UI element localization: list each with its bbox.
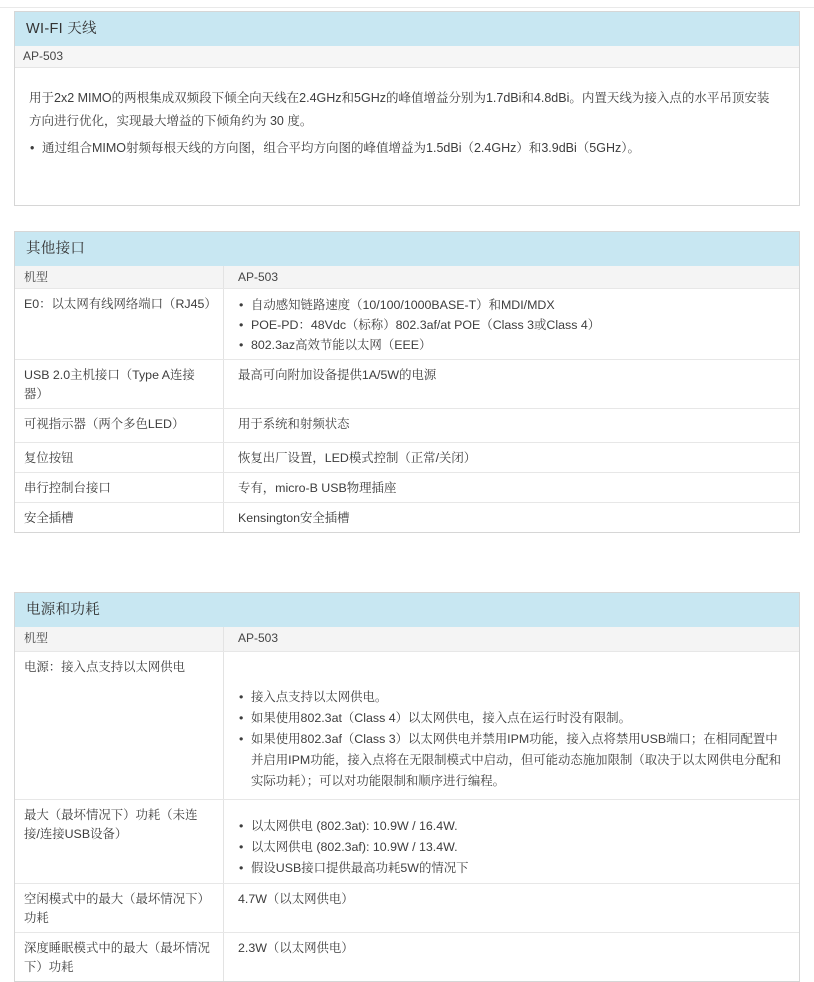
- spec-label: USB 2.0主机接口（Type A连接器）: [15, 360, 224, 408]
- col-header-model: 机型: [15, 627, 224, 651]
- spec-label: 空闲模式中的最大（最坏情况下）功耗: [15, 884, 224, 932]
- spec-row-ethernet-port: [15, 288, 799, 359]
- spec-label: 复位按钮: [15, 443, 224, 472]
- spec-col-header-row: [15, 627, 799, 651]
- col-header-model-value: AP-503: [238, 270, 279, 284]
- section-power-consumption: [14, 592, 800, 982]
- spec-label: 串行控制台接口: [15, 473, 224, 502]
- section-title-wifi-antenna: WI-FI 天线: [15, 12, 799, 46]
- spec-bullet: • 如果使用802.3at（Class 4）以太网供电，接入点在运行时没有限制。: [238, 708, 785, 729]
- spec-label: 安全插槽: [15, 503, 224, 532]
- spec-document: [14, 11, 800, 982]
- spec-value: 4.7W（以太网供电）: [238, 892, 354, 906]
- spec-row-power-source: [15, 651, 799, 799]
- spec-bullet: • 如果使用802.3af（Class 3）以太网供电并禁用IPM功能，接入点将禁用USB端口；在相同配置中并启用IPM功能，接入点将在无限制模式中启动，但可能动态施加限制（取决于以太网供电分配和实际功耗）；可以对功能限制和顺序进行编程。: [238, 729, 785, 792]
- col-header-model-value: AP-503: [238, 631, 279, 645]
- spec-col-header-row: [15, 266, 799, 288]
- spec-value: [224, 652, 799, 799]
- section-wifi-antenna: [14, 11, 800, 206]
- antenna-bullet: • 通过组合MIMO射频每根天线的方向图，组合平均方向图的峰值增益为1.5dBi（2.4GHz）和3.9dBi（5GHz）。: [29, 137, 773, 160]
- spec-row-idle-power: [15, 883, 799, 932]
- antenna-description: [15, 68, 799, 205]
- col-header-model: 机型: [15, 266, 224, 288]
- spec-bullet: • POE-PD：48Vdc（标称）802.3af/at POE（Class 3或Class 4）: [238, 315, 785, 335]
- spec-value: 恢复出厂设置，LED模式控制（正常/关闭）: [238, 451, 477, 465]
- spec-value: [224, 289, 799, 359]
- spec-label: 最大（最坏情况下）功耗（未连接/连接USB设备）: [15, 800, 224, 883]
- spec-row-usb-port: [15, 359, 799, 408]
- spec-value: 用于系统和射频状态: [238, 417, 350, 431]
- spec-row-max-power: [15, 799, 799, 883]
- section-title-power: 电源和功耗: [15, 593, 799, 627]
- spec-row-reset-button: [15, 442, 799, 472]
- model-strip: AP-503: [15, 46, 799, 68]
- antenna-paragraph: 用于2x2 MIMO的两根集成双频段下倾全向天线在2.4GHz和5GHz的峰值增益分别为1.7dBi和4.8dBi。内置天线为接入点的水平吊顶安装方向进行优化，实现最大增益的下倾角约为 30 度。: [29, 91, 770, 128]
- spec-label: 电源：接入点支持以太网供电: [15, 652, 224, 799]
- spec-row-serial-console: [15, 472, 799, 502]
- spec-row-deep-sleep-power: [15, 932, 799, 981]
- spec-bullet: • 以太网供电 (802.3at): 10.9W / 16.4W.: [238, 816, 785, 837]
- spec-value: Kensington安全插槽: [238, 511, 350, 525]
- section-other-interfaces: [14, 231, 800, 533]
- spec-label: 可视指示器（两个多色LED）: [15, 409, 224, 442]
- spec-bullet: • 802.3az高效节能以太网（EEE）: [238, 335, 785, 355]
- spec-label: 深度睡眠模式中的最大（最坏情况下）功耗: [15, 933, 224, 981]
- spec-value: [224, 800, 799, 883]
- spec-value: 2.3W（以太网供电）: [238, 941, 354, 955]
- page-top-divider: [0, 7, 814, 8]
- spec-bullet: • 自动感知链路速度（10/100/1000BASE-T）和MDI/MDX: [238, 295, 785, 315]
- spec-bullet: • 接入点支持以太网供电。: [238, 687, 785, 708]
- spec-bullet: • 以太网供电 (802.3af): 10.9W / 13.4W.: [238, 837, 785, 858]
- spec-bullet: • 假设USB接口提供最高功耗5W的情况下: [238, 858, 785, 879]
- spec-value: 专有，micro-B USB物理插座: [238, 481, 397, 495]
- section-title-other-interfaces: 其他接口: [15, 232, 799, 266]
- spec-value: 最高可向附加设备提供1A/5W的电源: [238, 368, 437, 382]
- spec-label: E0：以太网有线网络端口（RJ45）: [15, 289, 224, 359]
- spec-row-visual-indicators: [15, 408, 799, 442]
- spec-row-security-slot: [15, 502, 799, 532]
